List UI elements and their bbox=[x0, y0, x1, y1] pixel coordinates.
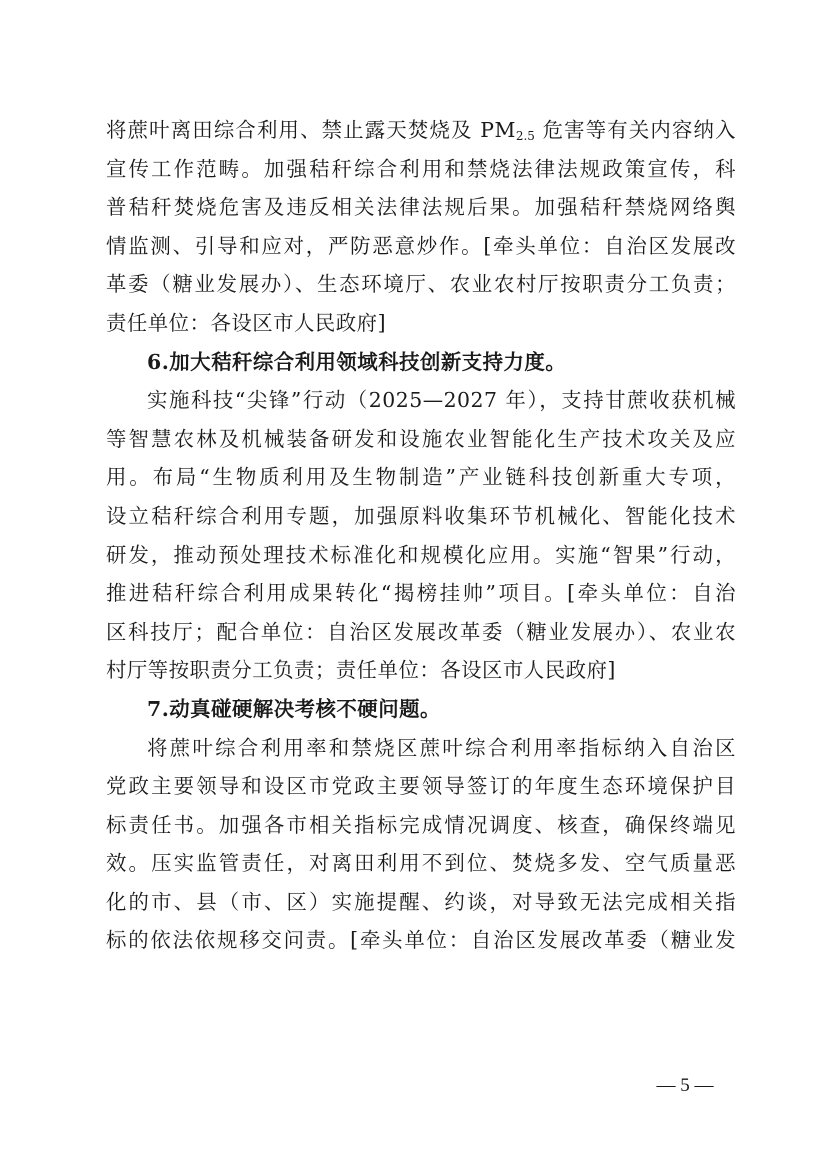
paragraph-line: 区科技厅；配合单位：自治区发展改革委（糖业发展办）、农业农 bbox=[106, 619, 736, 644]
paragraph-line: 党政主要领导和设区市党政主要领导签订的年度生态环境保护目 bbox=[106, 774, 736, 799]
paragraph-line: 标的依法依规移交问责。[牵头单位：自治区发展改革委（糖业发 bbox=[106, 928, 736, 953]
paragraph-line: 实施科技“尖锋”行动（2025—2027 年），支持甘蔗收获机械 bbox=[147, 388, 736, 413]
paragraph-line: 革委（糖业发展办）、生态环境厅、农业农村厅按职责分工负责； bbox=[106, 272, 736, 297]
pm-subscript: 2.5 bbox=[515, 129, 535, 143]
paragraph-line: 责任单位：各设区市人民政府] bbox=[106, 310, 387, 335]
paragraph-line: 效。压实监管责任，对离田利用不到位、焚烧多发、空气质量恶 bbox=[106, 851, 736, 876]
paragraph-line: 普秸秆焚烧危害及违反相关法律法规后果。加强秸秆禁烧网络舆 bbox=[106, 195, 736, 220]
paragraph-line: 等智慧农林及机械装备研发和设施农业智能化生产技术攻关及应 bbox=[106, 426, 736, 451]
paragraph-line: 化的市、县（市、区）实施提醒、约谈，对导致无法完成相关指 bbox=[106, 889, 736, 914]
page-number: — 5 — bbox=[656, 1075, 714, 1096]
paragraph-line: 研发，推动预处理技术标准化和规模化应用。实施“智果”行动， bbox=[106, 542, 736, 567]
section-heading: 6.加大秸秆综合利用领域科技创新支持力度。 bbox=[147, 349, 567, 374]
paragraph-line: 情监测、引导和应对，严防恶意炒作。[牵头单位：自治区发展改 bbox=[106, 233, 736, 258]
paragraph-line: 推进秸秆综合利用成果转化“揭榜挂帅”项目。[牵头单位：自治 bbox=[106, 581, 736, 606]
paragraph-line: 用。布局“生物质利用及生物制造”产业链科技创新重大专项， bbox=[106, 465, 736, 490]
body-text bbox=[106, 111, 736, 960]
paragraph-line: 将蔗叶综合利用率和禁烧区蔗叶综合利用率指标纳入自治区 bbox=[147, 735, 736, 760]
paragraph-line: 将蔗叶离田综合利用、禁止露天焚烧及 $PM_{2.5}$ 危害等有关内容纳入 bbox=[106, 118, 736, 143]
paragraph-line: 宣传工作范畴。加强秸秆综合利用和禁烧法律法规政策宣传，科 bbox=[106, 156, 736, 181]
paragraph-line: 村厅等按职责分工负责；责任单位：各设区市人民政府] bbox=[106, 658, 616, 683]
section-heading: 7.动真碰硬解决考核不硬问题。 bbox=[147, 696, 441, 721]
paragraph-line: 标责任书。加强各市相关指标完成情况调度、核查，确保终端见 bbox=[106, 812, 736, 837]
paragraph-line: 设立秸秆综合利用专题，加强原料收集环节机械化、智能化技术 bbox=[106, 503, 736, 528]
